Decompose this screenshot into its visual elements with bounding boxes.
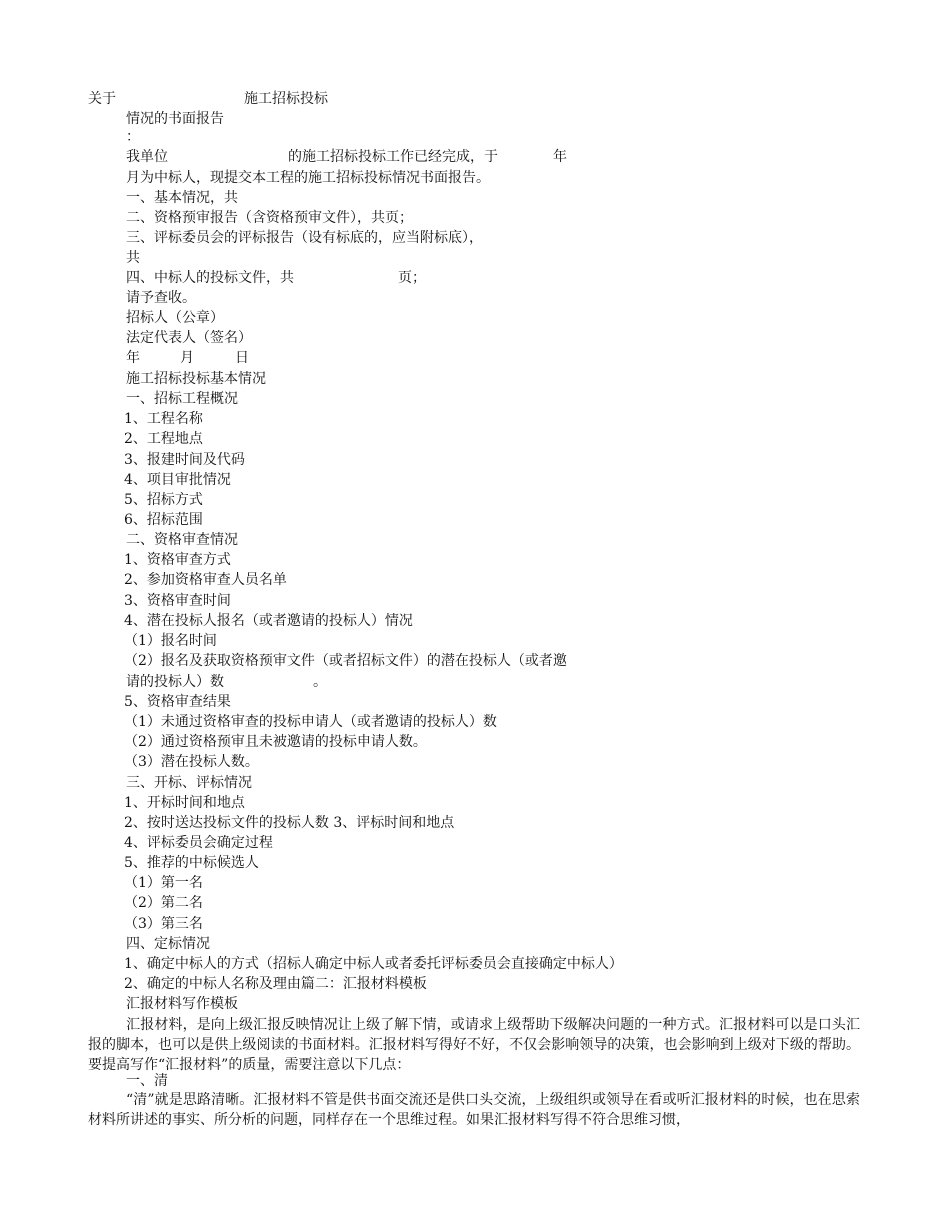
section-heading-clear: 一、清 <box>126 1073 168 1089</box>
intro-line2: 月为中标人，现提交本工程的施工招标投标情况书面报告。 <box>126 170 490 186</box>
closing-tenderer: 招标人（公章） <box>126 310 224 326</box>
closing-day: 日 <box>235 350 249 366</box>
intro-completed-text: 的施工招标投标工作已经完成，于 <box>288 149 498 165</box>
basic2-line: （2）第二名 <box>124 895 203 911</box>
closing-legal-rep: 法定代表人（签名） <box>126 330 252 346</box>
basic-line: 1、资格审查方式 <box>124 552 231 568</box>
paragraph-intro-text: 汇报材料，是向上级汇报反映情况让上级了解下情，或请求上级帮助下级解决问题的一种方式。汇报材料可以是口头汇报的脚本，也可以是供上级阅读的书面材料。汇报材料写得好不好，不仅会影响领导的决策，也会影响到上级对下级的帮助。要提高写作“汇报材料”的质量，需要注意以下几点： <box>88 1017 860 1073</box>
basic2-line: 四、定标情况 <box>126 936 210 952</box>
basic2-line: 5、资格审查结果 <box>124 694 231 710</box>
closing-month: 月 <box>180 350 194 366</box>
list-item-3: 三、评标委员会的评标报告（设有标底的，应当附标底）， <box>126 230 483 246</box>
basic2-line: （1）第一名 <box>124 875 203 891</box>
basic2-line: 三、开标、评标情况 <box>126 775 252 791</box>
basic2-line: 1、确定中标人的方式（招标人确定中标人或者委托评标委员会直接确定中标人） <box>124 956 623 972</box>
list-item-1: 一、基本情况，共 <box>126 190 238 206</box>
paragraph-clear <box>88 1090 860 1130</box>
list-item-2: 二、资格预审报告（含资格预审文件），共页； <box>126 210 413 226</box>
closing-request: 请予查收。 <box>126 290 196 306</box>
basic-line: 二、资格审查情况 <box>126 532 238 548</box>
basic-line: 3、资格审查时间 <box>124 593 231 609</box>
basic-line: 1、工程名称 <box>124 411 203 427</box>
basic-line: 2、参加资格审查人员名单 <box>124 572 287 588</box>
title-right: 施工招标投标 <box>244 91 328 107</box>
basic2-line: 2、按时送达投标文件的投标人数 3、评标时间和地点 <box>124 815 455 831</box>
basic2-line: 1、开标时间和地点 <box>124 795 245 811</box>
title-colon: ： <box>126 129 140 145</box>
paragraph-clear-text: “清”就是思路清晰。汇报材料不管是供书面交流还是供口头交流，上级组织或领导在看或听汇报材料的时候，也在思索材料所讲述的事实、所分析的问题，同样存在一个思维过程。如果汇报材料写得不符合思维习惯， <box>88 1092 860 1128</box>
basic2-line: 5、推荐的中标候选人 <box>124 855 259 871</box>
basic2-line: （3）第三名 <box>124 916 203 932</box>
basic-line: 5、招标方式 <box>124 492 203 508</box>
basic-line: 6、招标范围 <box>124 512 203 528</box>
closing-year: 年 <box>126 350 140 366</box>
basic2-line: （1）未通过资格审查的投标申请人（或者邀请的投标人）数 <box>124 714 497 730</box>
basic-line: 4、潜在投标人报名（或者邀请的投标人）情况 <box>124 613 413 629</box>
bidders-count: 请的投标人）数 <box>126 674 224 690</box>
basic2-line: （2）通过资格预审且未被邀请的投标申请人数。 <box>124 734 427 750</box>
basic-line: （1）报名时间 <box>124 633 217 649</box>
basic-line: 一、招标工程概况 <box>126 391 238 407</box>
title-line2: 情况的书面报告 <box>126 111 224 127</box>
list-item-4-pages: 页； <box>398 270 426 286</box>
bidders-period: 。 <box>313 674 327 690</box>
title-prefix: 关于 <box>88 91 116 107</box>
basic-line: 2、工程地点 <box>124 431 203 447</box>
basic-line: 4、项目审批情况 <box>124 472 231 488</box>
basic-line: 3、报建时间及代码 <box>124 452 245 468</box>
list-item-3-cont: 共 <box>126 250 140 266</box>
basic2-line: 2、确定的中标人名称及理由篇二：汇报材料模板 <box>124 976 427 992</box>
template-heading: 汇报材料写作模板 <box>126 996 238 1012</box>
intro-unit-label: 我单位 <box>126 149 168 165</box>
list-item-4: 四、中标人的投标文件，共 <box>126 270 294 286</box>
basic-line: （2）报名及获取资格预审文件（或者招标文件）的潜在投标人（或者邀 <box>124 653 567 669</box>
basic2-line: （3）潜在投标人数。 <box>124 754 259 770</box>
basic2-line: 4、评标委员会确定过程 <box>124 835 273 851</box>
paragraph-intro <box>88 1015 860 1075</box>
intro-year: 年 <box>553 149 567 165</box>
basic-heading: 施工招标投标基本情况 <box>126 371 266 387</box>
